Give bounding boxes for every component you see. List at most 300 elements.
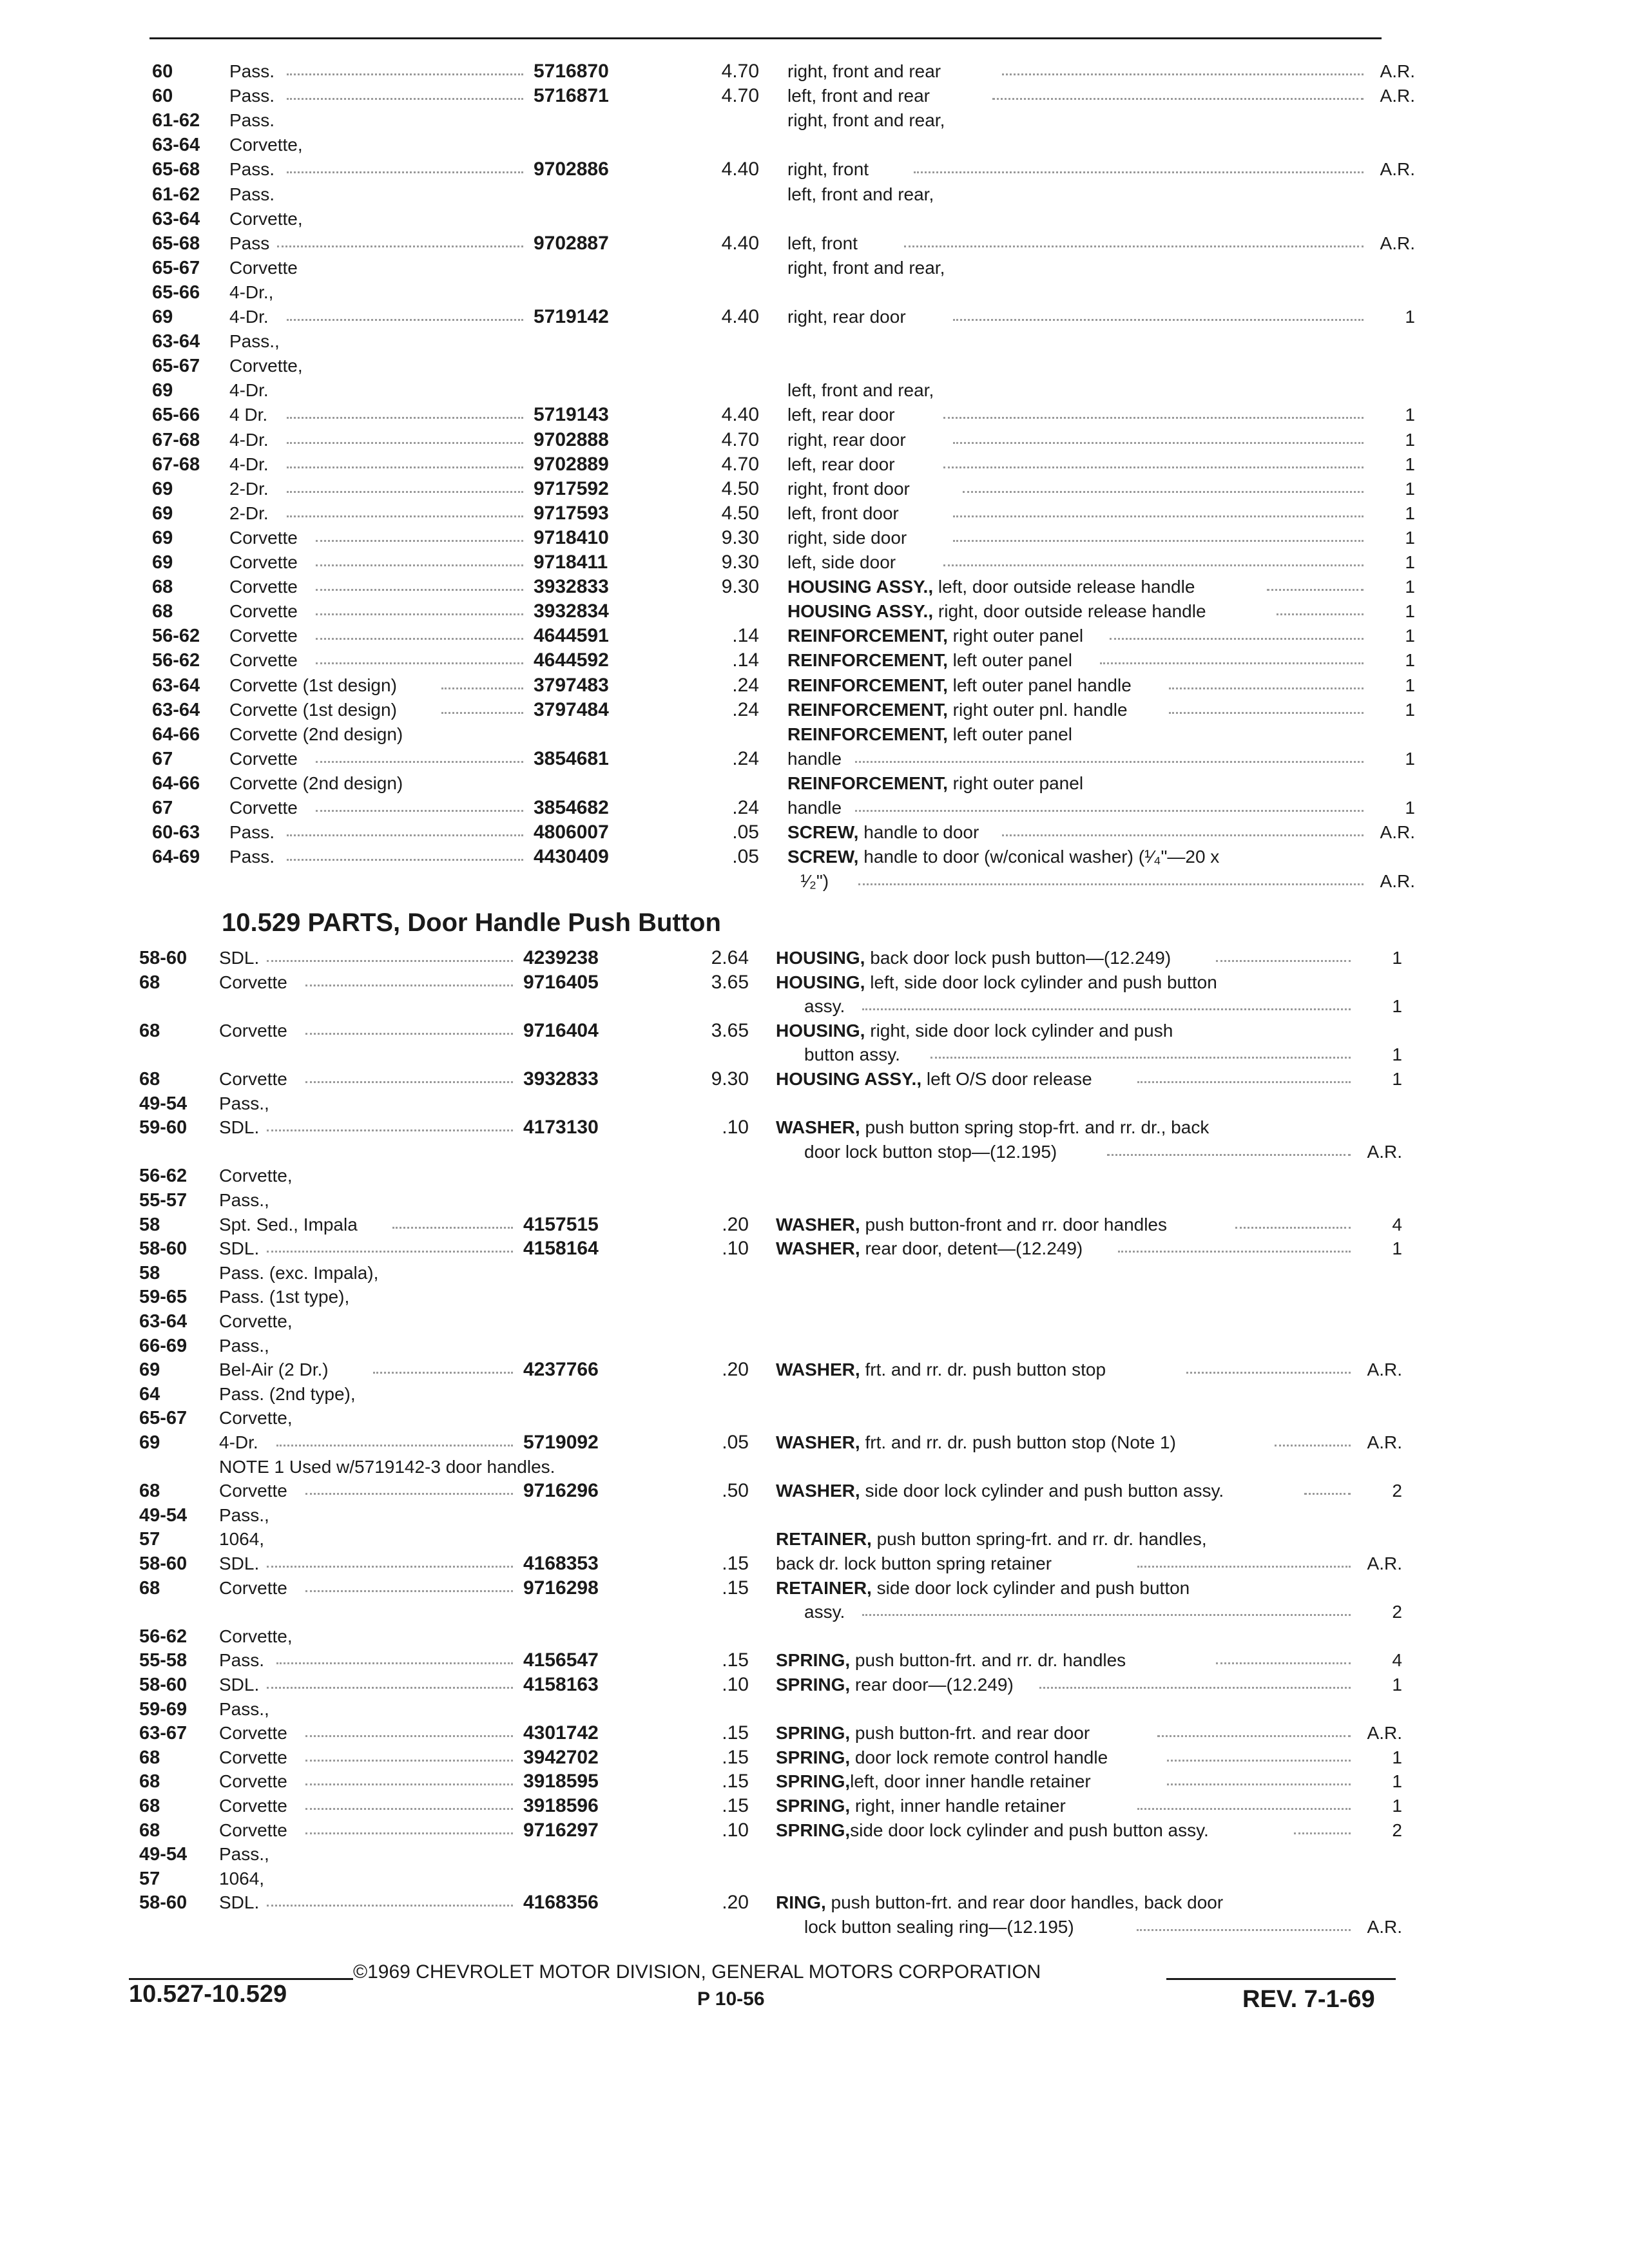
- model-name: 2-Dr.: [229, 503, 269, 523]
- leader-dots: [1137, 1808, 1351, 1810]
- leader-dots: [373, 1372, 513, 1374]
- model-year: 68: [139, 1069, 160, 1090]
- leader-dots: [276, 1662, 513, 1664]
- model-name: Corvette: [229, 626, 298, 646]
- leader-dots: [1039, 1687, 1351, 1689]
- model-year: 58-60: [139, 1553, 188, 1574]
- model-name: Pass. (1st type),: [219, 1287, 350, 1307]
- model-year: 56-62: [152, 650, 200, 671]
- list-price: 3.65: [711, 1019, 749, 1041]
- parts-row: [0, 1842, 1629, 1867]
- part-detail: back dr. lock button spring retainer: [776, 1553, 1052, 1573]
- model-name: Corvette: [219, 1069, 287, 1089]
- model-year: 64-66: [152, 724, 200, 745]
- leader-dots: [287, 442, 523, 444]
- leader-dots: [316, 638, 523, 640]
- model-name: 1064,: [219, 1868, 265, 1888]
- parts-row: [0, 1745, 1629, 1770]
- model-year: 59-69: [139, 1698, 188, 1720]
- parts-row: [0, 1406, 1629, 1430]
- quantity: 1: [1392, 1796, 1402, 1816]
- part-description: [787, 305, 906, 329]
- model-year: 69: [152, 552, 173, 573]
- model-name: Corvette: [229, 527, 298, 548]
- part-description: [787, 698, 1128, 722]
- model-name: Corvette: [229, 798, 298, 818]
- part-detail: right, rear door: [787, 429, 906, 450]
- part-description: [787, 771, 1083, 796]
- parts-row: [0, 648, 1629, 673]
- part-number: 4168353: [523, 1553, 599, 1574]
- leader-dots: [858, 883, 1364, 885]
- part-name: RING,: [776, 1892, 826, 1913]
- quantity: 1: [1392, 996, 1402, 1017]
- list-price: 9.30: [711, 1068, 749, 1090]
- part-description: [787, 59, 941, 84]
- quantity: 1: [1392, 948, 1402, 968]
- model-year: 69: [139, 1360, 160, 1381]
- parts-row: [0, 994, 1629, 1019]
- part-description: [776, 1818, 1209, 1843]
- parts-row: [0, 157, 1629, 182]
- model-year: 68: [139, 1747, 160, 1768]
- parts-row: [0, 1309, 1629, 1334]
- parts-row: [0, 1236, 1629, 1261]
- leader-dots: [914, 171, 1364, 173]
- part-detail: push button spring stop-frt. and rr. dr., back: [860, 1117, 1210, 1138]
- list-price: 9.30: [721, 576, 759, 598]
- leader-dots: [287, 859, 523, 861]
- part-name: HOUSING ASSY.,: [787, 601, 934, 622]
- part-detail: left, front and rear,: [787, 184, 934, 204]
- leader-dots: [276, 1445, 513, 1446]
- parts-row: [0, 378, 1629, 403]
- model-year: 64: [139, 1383, 160, 1405]
- part-detail: right, side door: [787, 527, 907, 548]
- model-year: 65-68: [152, 159, 200, 180]
- part-description: [787, 599, 1206, 624]
- leader-dots: [1235, 1227, 1351, 1229]
- leader-dots: [267, 1905, 513, 1907]
- part-detail: frt. and rr. dr. push button stop (Note 1): [860, 1432, 1176, 1452]
- model-year: 63-64: [152, 699, 200, 720]
- quantity: A.R.: [1367, 1360, 1402, 1380]
- part-description: [787, 428, 906, 452]
- model-name: Corvette: [219, 1796, 287, 1816]
- model-name: Pass.: [229, 61, 275, 81]
- list-price: .05: [732, 846, 759, 868]
- quantity: 1: [1405, 650, 1415, 671]
- model-name: Corvette,: [219, 1166, 293, 1186]
- part-number: 3942702: [523, 1746, 599, 1768]
- parts-row: [0, 1455, 1629, 1479]
- list-price: 2.64: [711, 947, 749, 968]
- part-detail: door lock button stop—(12.195): [804, 1141, 1057, 1162]
- model-name: SDL.: [219, 1238, 260, 1259]
- part-name: RETAINER,: [776, 1529, 872, 1550]
- top-rule: [149, 37, 1382, 39]
- part-detail: button assy.: [804, 1044, 900, 1065]
- parts-row: [0, 428, 1629, 452]
- leader-dots: [1216, 1662, 1351, 1664]
- leader-dots: [953, 319, 1364, 321]
- model-name: Corvette (2nd design): [229, 773, 403, 793]
- section-range: 10.527-10.529: [129, 1981, 287, 2008]
- leader-dots: [963, 491, 1364, 493]
- part-name: WASHER,: [776, 1432, 860, 1452]
- model-name: Corvette: [229, 748, 298, 769]
- part-number: 4156547: [523, 1649, 599, 1671]
- part-name: HOUSING,: [776, 1020, 865, 1041]
- leader-dots: [862, 1008, 1351, 1010]
- model-name: Corvette: [219, 1820, 287, 1840]
- model-year: 58: [139, 1262, 160, 1283]
- model-year: 61-62: [152, 110, 200, 131]
- model-name: Corvette,: [229, 208, 303, 229]
- part-description: [776, 1479, 1224, 1503]
- part-detail: right, front door: [787, 478, 910, 499]
- parts-row: [0, 946, 1629, 970]
- leader-dots: [316, 761, 523, 763]
- part-detail: right, rear door: [787, 307, 906, 327]
- quantity: 1: [1405, 429, 1415, 450]
- quantity: A.R.: [1367, 1553, 1402, 1573]
- quantity: A.R.: [1380, 233, 1415, 253]
- list-price: .15: [722, 1795, 749, 1816]
- model-year: 59-65: [139, 1287, 188, 1308]
- list-price: .10: [722, 1819, 749, 1841]
- model-year: 63-64: [139, 1311, 188, 1332]
- model-name: Corvette (1st design): [229, 675, 397, 695]
- part-number: 4158163: [523, 1674, 599, 1695]
- part-detail: rear door—(12.249): [850, 1675, 1014, 1695]
- leader-dots: [287, 171, 523, 173]
- model-year: 68: [152, 577, 173, 598]
- part-description: [776, 1430, 1176, 1455]
- part-detail: right outer panel: [947, 626, 1084, 646]
- part-name: SPRING,: [776, 1820, 851, 1840]
- part-detail: left, front: [787, 233, 858, 253]
- leader-dots: [287, 319, 523, 321]
- model-name: Pass.,: [229, 331, 280, 352]
- part-description: [787, 796, 842, 820]
- part-description: [776, 1213, 1167, 1237]
- parts-row: [0, 575, 1629, 599]
- parts-row: [0, 1115, 1629, 1140]
- leader-dots: [316, 564, 523, 566]
- model-name: Pass.: [229, 822, 275, 843]
- model-year: 58: [139, 1214, 160, 1235]
- model-name: Bel-Air (2 Dr.): [219, 1360, 329, 1380]
- model-year: 65-66: [152, 405, 200, 426]
- parts-row: [0, 1794, 1629, 1818]
- part-detail: push button spring-frt. and rr. dr. handles,: [871, 1529, 1207, 1550]
- part-name: SCREW,: [787, 847, 859, 867]
- quantity: 1: [1405, 527, 1415, 548]
- part-description: [776, 1236, 1083, 1261]
- part-number: 5716870: [534, 61, 609, 82]
- part-detail: handle: [787, 798, 842, 818]
- model-year: 67-68: [152, 429, 200, 450]
- part-description: [787, 624, 1083, 648]
- part-description: [776, 1115, 1209, 1140]
- model-name: Pass.,: [219, 1844, 269, 1865]
- parts-row: [0, 1261, 1629, 1285]
- part-name: REINFORCEMENT,: [787, 675, 948, 695]
- parts-row: [0, 182, 1629, 207]
- part-name: REINFORCEMENT,: [787, 626, 948, 646]
- part-number: 9717592: [534, 477, 609, 499]
- leader-dots: [1294, 1832, 1351, 1834]
- leader-dots: [287, 491, 523, 493]
- model-name: SDL.: [219, 1117, 260, 1138]
- parts-row: [0, 305, 1629, 329]
- parts-row: [0, 1624, 1629, 1649]
- part-number: 3797484: [534, 698, 609, 720]
- leader-dots: [1169, 687, 1364, 689]
- list-price: .24: [732, 674, 759, 696]
- part-description: [787, 452, 895, 477]
- part-number: 3932833: [523, 1068, 599, 1090]
- quantity: 1: [1405, 454, 1415, 474]
- quantity: 4: [1392, 1650, 1402, 1671]
- part-detail: left, front door: [787, 503, 899, 523]
- quantity: 1: [1405, 577, 1415, 597]
- model-year: 58-60: [139, 948, 188, 968]
- quantity: A.R.: [1380, 822, 1415, 843]
- leader-dots: [316, 613, 523, 615]
- list-price: 4.70: [721, 61, 759, 82]
- part-number: 3918596: [523, 1795, 599, 1816]
- quantity: 1: [1405, 675, 1415, 695]
- leader-dots: [287, 515, 523, 517]
- parts-row: [0, 1358, 1629, 1382]
- footer-rule-right: [1166, 1978, 1396, 1980]
- list-price: 4.40: [721, 306, 759, 327]
- part-description: [804, 994, 845, 1019]
- parts-row: [0, 1285, 1629, 1309]
- leader-dots: [316, 540, 523, 542]
- model-year: 49-54: [139, 1844, 188, 1865]
- model-year: 68: [139, 1820, 160, 1841]
- part-detail: left outer panel: [947, 724, 1072, 744]
- model-year: 65-67: [152, 257, 200, 278]
- quantity: 1: [1405, 798, 1415, 818]
- leader-dots: [1118, 1251, 1351, 1253]
- parts-row: [0, 1648, 1629, 1673]
- part-description: [776, 1019, 1173, 1043]
- list-price: 4.40: [721, 159, 759, 180]
- leader-dots: [267, 1129, 513, 1131]
- part-name: REINFORCEMENT,: [787, 773, 948, 793]
- leader-dots: [267, 960, 513, 962]
- model-year: 49-54: [139, 1504, 188, 1526]
- part-description: [787, 403, 895, 427]
- quantity: 1: [1392, 1238, 1402, 1259]
- quantity: 2: [1392, 1602, 1402, 1622]
- part-description: [787, 673, 1132, 698]
- part-number: 9716296: [523, 1480, 599, 1502]
- part-name: REINFORCEMENT,: [787, 699, 948, 720]
- model-name: Corvette: [219, 1481, 287, 1501]
- parts-row: [0, 722, 1629, 747]
- part-description: [776, 1648, 1126, 1673]
- leader-dots: [305, 1760, 513, 1762]
- parts-row: [0, 698, 1629, 722]
- leader-dots: [1169, 712, 1364, 714]
- model-year: 61-62: [152, 184, 200, 205]
- parts-row: [0, 280, 1629, 305]
- part-detail: push button-front and rr. door handles: [860, 1214, 1168, 1235]
- leader-dots: [953, 540, 1364, 542]
- part-name: SCREW,: [787, 822, 859, 843]
- parts-row: [0, 354, 1629, 378]
- part-detail: right outer pnl. handle: [947, 699, 1128, 720]
- part-name: HOUSING,: [776, 948, 865, 968]
- leader-dots: [943, 417, 1364, 419]
- part-detail: assy.: [804, 996, 845, 1017]
- parts-row: [0, 1697, 1629, 1722]
- part-name: WASHER,: [776, 1117, 860, 1138]
- parts-row: [0, 1479, 1629, 1503]
- list-price: .24: [732, 698, 759, 720]
- part-description: [787, 378, 934, 403]
- part-detail: left, door outside release handle: [933, 577, 1195, 597]
- parts-row: [0, 673, 1629, 698]
- parts-row: [0, 256, 1629, 280]
- model-name: Corvette,: [229, 356, 303, 376]
- list-price: .20: [722, 1213, 749, 1235]
- quantity: 1: [1405, 307, 1415, 327]
- list-price: 9.30: [721, 526, 759, 548]
- part-description: [776, 1576, 1190, 1600]
- list-price: .05: [722, 1432, 749, 1453]
- part-description: [787, 550, 896, 575]
- leader-dots: [930, 1057, 1351, 1059]
- part-description: [776, 1890, 1223, 1915]
- part-description: [787, 84, 930, 108]
- part-description: [787, 722, 1072, 747]
- parts-row: [0, 329, 1629, 354]
- part-number: 9702888: [534, 428, 609, 450]
- model-year: 59-60: [139, 1117, 188, 1139]
- leader-dots: [1100, 662, 1364, 664]
- leader-dots: [287, 73, 523, 75]
- model-year: 56-62: [139, 1166, 188, 1187]
- quantity: 1: [1405, 552, 1415, 572]
- model-year: 68: [139, 1020, 160, 1041]
- model-name: NOTE 1 Used w/5719142-3 door handles.: [219, 1456, 555, 1477]
- model-year: 63-64: [152, 135, 200, 156]
- model-year: 60-63: [152, 822, 200, 843]
- leader-dots: [316, 589, 523, 591]
- model-year: 55-57: [139, 1190, 188, 1211]
- model-year: 63-64: [152, 208, 200, 229]
- quantity: 1: [1392, 1069, 1402, 1089]
- model-year: 65-66: [152, 282, 200, 303]
- parts-row: [0, 403, 1629, 427]
- footer-rule-left: [129, 1978, 353, 1980]
- part-detail: left, door inner handle retainer: [850, 1771, 1091, 1792]
- list-price: 4.50: [721, 502, 759, 524]
- quantity: A.R.: [1367, 1723, 1402, 1744]
- parts-row: [0, 1527, 1629, 1552]
- model-year: 68: [152, 601, 173, 622]
- leader-dots: [305, 1735, 513, 1737]
- part-name: REINFORCEMENT,: [787, 724, 948, 744]
- parts-row: [0, 820, 1629, 845]
- part-detail: right, side door lock cylinder and push: [865, 1020, 1173, 1041]
- part-detail: right, door outside release handle: [933, 601, 1206, 622]
- part-number: 5719092: [523, 1432, 599, 1453]
- leader-dots: [287, 417, 523, 419]
- quantity: A.R.: [1380, 86, 1415, 106]
- list-price: .20: [722, 1892, 749, 1914]
- part-number: 9716404: [523, 1019, 599, 1041]
- part-description: [804, 1915, 1074, 1939]
- quantity: 1: [1392, 1771, 1402, 1792]
- quantity: 1: [1405, 699, 1415, 720]
- model-name: Spt. Sed., Impala: [219, 1214, 358, 1235]
- model-year: 67: [152, 748, 173, 769]
- leader-dots: [1167, 1760, 1351, 1762]
- part-number: 4806007: [534, 822, 609, 843]
- list-price: .15: [722, 1553, 749, 1574]
- part-detail: right, front and rear,: [787, 110, 945, 131]
- list-price: .14: [732, 625, 759, 647]
- parts-row: [0, 452, 1629, 477]
- leader-dots: [305, 985, 513, 986]
- leader-dots: [953, 515, 1364, 517]
- part-number: 3854681: [534, 747, 609, 769]
- part-description: [800, 869, 829, 894]
- parts-row: [0, 550, 1629, 575]
- leader-dots: [287, 466, 523, 468]
- model-year: 63-67: [139, 1723, 188, 1744]
- leader-dots: [305, 1808, 513, 1810]
- model-year: 65-67: [139, 1408, 188, 1429]
- leader-dots: [855, 761, 1364, 763]
- part-number: 4644591: [534, 625, 609, 647]
- model-year: 57: [139, 1868, 160, 1889]
- part-description: [804, 1043, 900, 1067]
- model-name: 4-Dr.: [229, 454, 269, 474]
- part-name: SPRING,: [776, 1747, 851, 1767]
- model-name: Corvette,: [219, 1311, 293, 1331]
- quantity: A.R.: [1367, 1917, 1402, 1937]
- quantity: 2: [1392, 1481, 1402, 1501]
- part-number: 5719143: [534, 404, 609, 426]
- model-year: 69: [152, 527, 173, 548]
- model-year: 69: [152, 307, 173, 327]
- model-name: Pass.,: [219, 1698, 269, 1719]
- part-number: 9718410: [534, 526, 609, 548]
- model-year: 64-69: [152, 847, 200, 868]
- part-description: [776, 946, 1171, 970]
- list-price: 4.40: [721, 404, 759, 426]
- model-name: Corvette: [229, 601, 298, 622]
- list-price: 4.40: [721, 232, 759, 254]
- part-number: 4168356: [523, 1892, 599, 1914]
- leader-dots: [862, 1614, 1351, 1616]
- part-description: [787, 256, 945, 280]
- model-name: Pass. (2nd type),: [219, 1383, 356, 1404]
- model-year: 60: [152, 61, 173, 82]
- leader-dots: [305, 1081, 513, 1083]
- leader-dots: [953, 442, 1364, 444]
- part-detail: right, front and rear: [787, 61, 941, 81]
- leader-dots: [305, 1493, 513, 1495]
